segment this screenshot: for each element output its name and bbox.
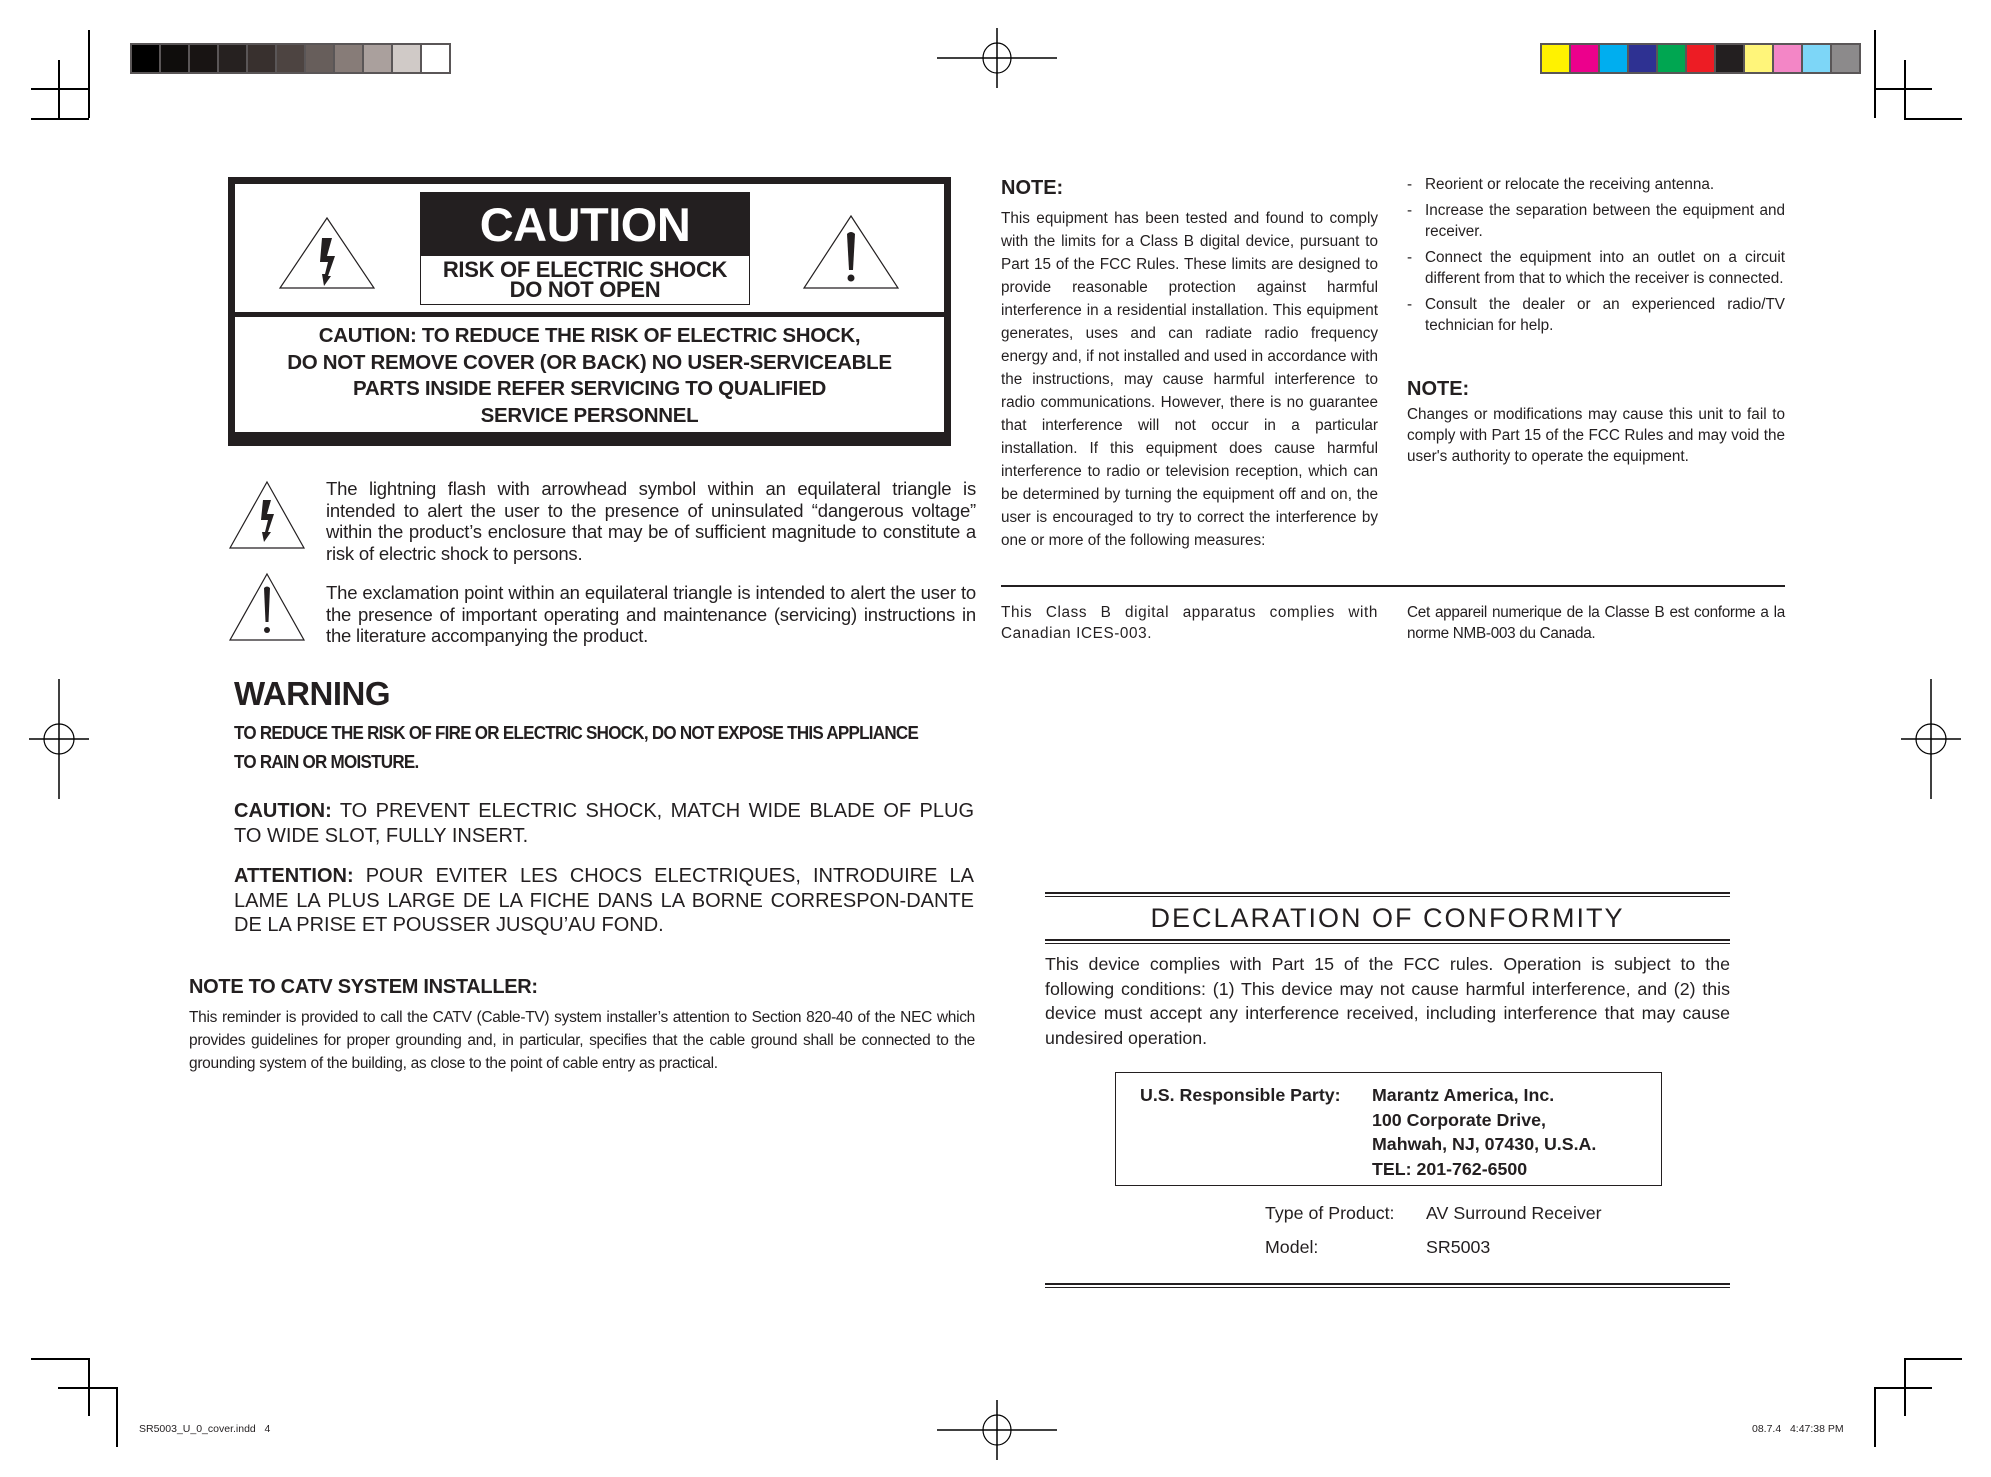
crop-mark (1904, 1358, 1962, 1360)
color-swatch (1542, 45, 1569, 72)
fcc-note-text: This equipment has been tested and found to comply with the limits for a Class B digital device, pursuant to Part 15 of the FCC Rules. These limits are designed to provide reasonable protection against harmful interference in a residential installation. This equipment generates, uses and can radiate radio frequency energy and, if not installed and used in accordance with the instructions, may cause harmful interference to radio communications. However, there is no guarantee that interference will not occur in a particular installation. If this equipment does cause harmful interference to radio or television reception, which can be determined by turning the equipment off and on, the user is encouraged to try to correct the interference by one or more of the following measures: (1001, 210, 1378, 549)
crop-mark (31, 88, 89, 90)
warning-line: TO REDUCE THE RISK OF FIRE OR ELECTRIC SHOCK, DO NOT EXPOSE THIS APPLIANCE (234, 722, 919, 743)
canada-compliance-en: This Class B digital apparatus complies with Canadian ICES-003. (1001, 604, 1378, 642)
color-swatch (1832, 45, 1859, 72)
crop-mark (88, 30, 90, 118)
party-line: TEL: 201-762-6500 (1372, 1158, 1528, 1179)
caution-label-text: CAUTION: (234, 800, 332, 822)
caution-instruction-line: DO NOT REMOVE COVER (OR BACK) NO USER-SERVICEABLE (287, 350, 892, 374)
party-line: Marantz America, Inc. (1372, 1085, 1555, 1105)
product-type-value: AV Surround Receiver (1426, 1203, 1602, 1223)
declaration-title-rule (1045, 939, 1730, 944)
color-swatch (1687, 45, 1714, 72)
caution-label (228, 177, 951, 446)
plug-attention-fr (234, 864, 974, 938)
crop-mark (116, 1387, 118, 1447)
interference-measures-list (1407, 174, 1785, 341)
modification-note-heading: NOTE: (1407, 378, 1470, 400)
declaration-title: DECLARATION OF CONFORMITY (1150, 903, 1625, 933)
party-line: Mahwah, NJ, 07430, U.S.A. (1372, 1134, 1597, 1154)
color-swatch (1571, 45, 1598, 72)
color-swatch (132, 45, 159, 72)
crop-mark (1874, 1387, 1932, 1389)
color-swatch (393, 45, 420, 72)
warning-heading: WARNING (234, 675, 390, 712)
product-type-label: Type of Product: (1265, 1203, 1395, 1223)
catv-heading: NOTE TO CATV SYSTEM INSTALLER: (189, 976, 538, 998)
model-label: Model: (1265, 1237, 1319, 1257)
caution-instruction-line: SERVICE PERSONNEL (480, 403, 699, 427)
party-line: 100 Corporate Drive, (1372, 1109, 1546, 1130)
color-swatch (1803, 45, 1830, 72)
color-swatch (1600, 45, 1627, 72)
crop-mark (1904, 118, 1962, 120)
process-color-bar (1540, 43, 1861, 74)
exclamation-warning-icon (228, 572, 306, 642)
model-value: SR5003 (1426, 1237, 1491, 1257)
color-swatch (335, 45, 362, 72)
caution-instructions (235, 317, 944, 432)
color-swatch (422, 45, 449, 72)
exclamation-warning-icon (802, 214, 900, 290)
declaration-text: This device complies with Part 15 of the FCC rules. Operation is subject to the following conditions: (1) This device may not cause harmful interference, and (2) this device must accept any interference received, including interference that may cause undesired operation. (1045, 954, 1730, 1048)
warning-text (234, 718, 919, 776)
caution-text: TO PREVENT ELECTRIC SHOCK, MATCH WIDE BLADE OF PLUG TO WIDE SLOT, FULLY INSERT. (234, 800, 974, 847)
section-divider (1001, 585, 1785, 587)
grayscale-color-bar (130, 43, 451, 74)
responsible-party-address (1372, 1083, 1596, 1181)
fcc-note-heading: NOTE: (1001, 177, 1064, 199)
color-swatch (364, 45, 391, 72)
caution-subtitle-line: RISK OF ELECTRIC SHOCK (442, 257, 728, 282)
attention-label-text: ATTENTION: (234, 865, 354, 887)
crop-mark (58, 60, 60, 118)
crop-mark (1874, 1387, 1876, 1447)
file-slug: SR5003_U_0_cover.indd 4 (139, 1423, 271, 1435)
color-swatch (1745, 45, 1772, 72)
color-swatch (248, 45, 275, 72)
catv-text: This reminder is provided to call the CATV (Cable-TV) system installer’s attention to Section 820-40 of the NEC which provides guidelines for proper grounding and, in particular, specifies that the cable ground shall be connected to the grounding system of the building, as close to the point of cable entry as practical. (189, 1009, 975, 1072)
measure-item: - Consult the dealer or an experienced radio/TV technician for help. (1407, 294, 1785, 336)
registration-mark-icon (937, 28, 1057, 88)
modification-note-text: Changes or modifications may cause this unit to fail to comply with Part 15 of the FCC Rules and may void the user's authority to operate the equipment. (1407, 406, 1785, 465)
registration-mark-icon (1901, 679, 1961, 799)
color-swatch (190, 45, 217, 72)
color-swatch (1716, 45, 1743, 72)
warning-line: TO RAIN OR MOISTURE. (234, 751, 419, 772)
date-slug: 08.7.4 4:47:38 PM (1752, 1423, 1844, 1435)
color-swatch (1629, 45, 1656, 72)
lightning-warning-icon (278, 216, 376, 290)
registration-mark-icon (29, 679, 89, 799)
color-swatch (277, 45, 304, 72)
declaration-top-rule (1045, 892, 1730, 897)
registration-mark-icon (937, 1400, 1057, 1460)
color-swatch (219, 45, 246, 72)
responsible-party-label: U.S. Responsible Party: (1140, 1085, 1341, 1105)
plug-caution (234, 799, 974, 848)
crop-mark (1874, 88, 1932, 90)
crop-mark (1904, 60, 1906, 118)
lightning-symbol-description: The lightning flash with arrowhead symbol within an equilateral triangle is intended to alert the user to the presence of uninsulated “dangerous voltage” within the product’s enclosure that may be of sufficient magnitude to constitute a risk of electric shock to persons. (326, 478, 976, 564)
measure-item: - Connect the equipment into an outlet on a circuit different from that to which the receiver is connected. (1407, 247, 1785, 289)
measure-item: - Increase the separation between the equipment and receiver. (1407, 200, 1785, 242)
crop-mark (1874, 30, 1876, 118)
caution-subtitle-line: DO NOT OPEN (509, 277, 661, 302)
crop-mark (31, 1358, 89, 1360)
attention-text: POUR EVITER LES CHOCS ELECTRIQUES, INTRODUIRE LA LAME LA PLUS LARGE DE LA FICHE DANS LA BORNE CORRESPON-DANTE DE LA PRISE ET POUSSER JUSQU’AU FOND. (234, 865, 974, 936)
exclamation-symbol-description: The exclamation point within an equilateral triangle is intended to alert the user to the presence of important operating and maintenance (servicing) instructions in the literature accompanying the product. (326, 582, 976, 646)
caution-instruction-line: PARTS INSIDE REFER SERVICING TO QUALIFIED (353, 377, 826, 400)
lightning-warning-icon (228, 480, 306, 550)
crop-mark (31, 118, 89, 120)
color-swatch (1658, 45, 1685, 72)
caution-label-panel (420, 192, 750, 305)
color-swatch (1774, 45, 1801, 72)
color-swatch (306, 45, 333, 72)
caution-heading: CAUTION (421, 193, 749, 256)
color-swatch (161, 45, 188, 72)
measure-item: - Reorient or relocate the receiving antenna. (1407, 174, 1785, 195)
responsible-party-box (1115, 1072, 1662, 1186)
crop-mark (58, 1387, 116, 1389)
declaration-bottom-rule (1045, 1283, 1730, 1288)
canada-compliance-fr: Cet appareil numerique de la Classe B est conforme a la norme NMB-003 du Canada. (1407, 604, 1785, 642)
caution-instruction-line: CAUTION: TO REDUCE THE RISK OF ELECTRIC SHOCK, (318, 324, 861, 347)
